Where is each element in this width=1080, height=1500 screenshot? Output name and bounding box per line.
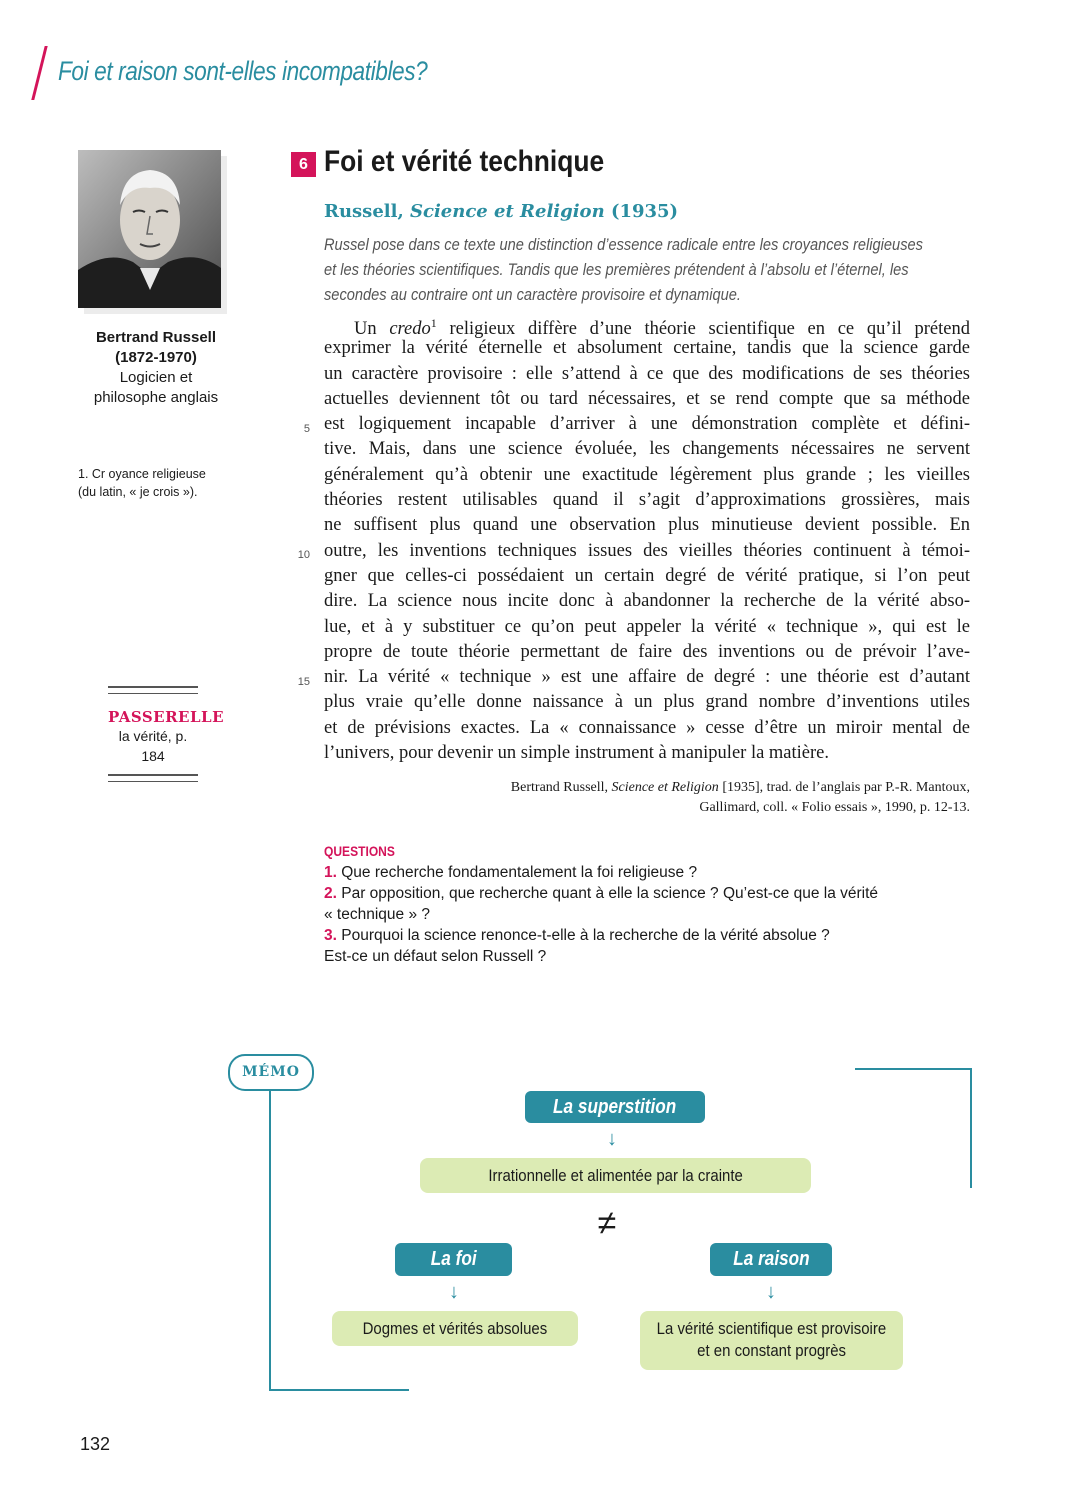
question-text: Que recherche fondamentalement la foi religieuse ? (341, 864, 698, 881)
question-text: Par opposition, que recherche quant à elle la science ? Qu’est-ce que la vérité (341, 885, 879, 902)
footnote-line-2: (du latin, « je crois »). (78, 485, 198, 499)
document-title: Foi et vérité technique (324, 145, 605, 178)
passerelle-title: PASSERELLE (108, 708, 225, 726)
divider (108, 774, 198, 782)
portrait-role-line-1: Logicien et (119, 369, 193, 386)
line-number: 10 (297, 549, 310, 561)
portrait-photo (78, 150, 221, 308)
question-number: 3. (324, 927, 337, 944)
superstition-label: La superstition (553, 1096, 677, 1118)
body-line: dire. La science nous incite donc à abandonner la recherche de la vérité abso- (324, 591, 970, 612)
memo-frame-right (970, 1068, 972, 1188)
body-line: propre de toute théorie permettant de faire des inventions ou de prévoir l’ave- (324, 641, 970, 662)
citation-line-2: Gallimard, coll. « Folio essais », 1990, p. 12-13. (699, 800, 970, 815)
memo-label: MÉMO (228, 1054, 314, 1091)
citation (400, 778, 970, 818)
portrait-image (78, 150, 221, 308)
document-intro (324, 232, 978, 307)
header-accent-slash (31, 46, 47, 100)
document-source (324, 201, 678, 222)
intro-line: secondes au contraire ont un caractère provisoire et dynamique. (324, 285, 741, 304)
portrait-caption (78, 328, 234, 408)
question-continuation: Est-ce un défaut selon Russell ? (324, 948, 547, 965)
body-line: ne suffisent plus quand une observation plus minutieuse devient possible. En (324, 515, 970, 536)
raison-label: La raison (732, 1248, 810, 1270)
question-item (324, 862, 964, 883)
superstition-box (525, 1091, 705, 1123)
down-arrow-icon: ↓ (766, 1281, 776, 1303)
body-line: actuelles deviennent tôt ou tard nécessaires, et se rend compte que sa méthode (324, 388, 970, 409)
question-item (324, 883, 964, 904)
portrait-name: Bertrand Russell (95, 329, 217, 346)
body-line: nir. La vérité « technique » est une affaire de degré : une théorie est d’autant (324, 667, 970, 688)
source-work: Science et Religion (410, 201, 605, 222)
body-line: lue, et à y substituer ce qu’on peut appeler la vérité « technique », qui est le (324, 616, 970, 637)
raison-box (710, 1243, 832, 1276)
body-line: est logiquement incapable d’arriver à une démonstration complète et défini- (324, 414, 970, 435)
body-line: gner que celles-ci possédaient un certain degré de vérité pratique, si l’on peut (324, 565, 970, 586)
footnote (78, 465, 238, 501)
foi-label: La foi (430, 1248, 477, 1270)
memo-frame-bottom (269, 1389, 409, 1391)
not-equal-icon: ≠ (597, 1204, 617, 1242)
page-number: 132 (80, 1434, 111, 1454)
raison-desc-line-1: La vérité scientifique est provisoire (656, 1319, 887, 1338)
questions-block (324, 841, 964, 967)
superstition-desc-box (420, 1158, 811, 1193)
citation-line-1: Bertrand Russell, Science et Religion [1935], trad. de l’anglais par P.-R. Mantoux, (510, 780, 970, 795)
intro-line: Russel pose dans ce texte une distinction d’essence radicale entre les croyances religieuses (324, 235, 923, 254)
down-arrow-icon: ↓ (607, 1128, 617, 1150)
question-number: 1. (324, 864, 337, 881)
document-body (324, 311, 970, 766)
credo-term: credo (389, 319, 431, 340)
question-number: 2. (324, 885, 337, 902)
memo-frame-top (855, 1068, 972, 1070)
memo-frame-left (269, 1087, 271, 1391)
foi-desc: Dogmes et vérités absolues (362, 1319, 548, 1338)
body-line: l’univers, pour devenir un simple instrument à manipuler la matière. (324, 743, 830, 764)
chapter-title: Foi et raison sont-elles incompatibles? (58, 56, 428, 86)
body-line: généralement qu’à obtenir une exactitude légèrement plus grande ; les vieilles (324, 464, 970, 485)
intro-line: et les théories scientifiques. Tandis que les premières prétendent à l’absolu et l’éternel, les (324, 260, 909, 279)
passerelle-box (108, 686, 225, 782)
portrait-dates: (1872-1970) (115, 349, 197, 366)
foi-box (395, 1243, 512, 1276)
footnote-ref[interactable]: 1 (430, 316, 437, 330)
body-line: un caractère provisoire : elle s’attend à ce que des modifications de ses théories (324, 363, 970, 384)
line-number: 15 (297, 676, 310, 688)
down-arrow-icon: ↓ (449, 1281, 459, 1303)
portrait-role-line-2: philosophe anglais (93, 389, 219, 406)
question-item (324, 925, 964, 946)
body-line: théories restent utilisables quand il s’agit d’approximations grossières, mais (324, 490, 970, 511)
body-line: Un credo$^1$ religieux diffère d’une théorie scientifique en ce qu’il prétend (354, 316, 970, 340)
questions-heading: QUESTIONS (324, 843, 395, 859)
source-year: (1935) (610, 201, 679, 222)
divider (108, 686, 198, 694)
superstition-desc: Irrationnelle et alimentée par la crainte (488, 1166, 743, 1185)
document-number-badge: 6 (291, 152, 316, 177)
body-line: tive. Mais, dans une science évoluée, les changements nécessaires ne servent (324, 439, 970, 460)
body-line: exprimer la vérité éternelle et absolument certaine, tandis que la science garde (324, 338, 970, 359)
source-author: Russell, (324, 201, 404, 222)
question-text: Pourquoi la science renonce-t-elle à la recherche de la vérité absolue ? (341, 927, 830, 944)
raison-desc-box (640, 1311, 903, 1370)
foi-desc-box (332, 1311, 578, 1346)
raison-desc-line-2: et en constant progrès (697, 1341, 846, 1360)
passerelle-link[interactable]: la vérité, p. 184 (118, 728, 188, 764)
footnote-line-1: 1. Cr oyance religieuse (78, 467, 206, 481)
body-line: et de prévisions exactes. La « connaissance » cesse d’être un miroir mental de (324, 717, 970, 738)
line-number: 5 (303, 423, 310, 435)
citation-work: Science et Religion (611, 780, 719, 795)
body-line: plus vraie qu’elle donne naissance à un plus grand nombre d’inventions utiles (324, 692, 970, 713)
body-line: outre, les inventions techniques issues des vieilles théories continuent à témoi- (324, 540, 970, 561)
question-continuation: « technique » ? (324, 906, 431, 923)
